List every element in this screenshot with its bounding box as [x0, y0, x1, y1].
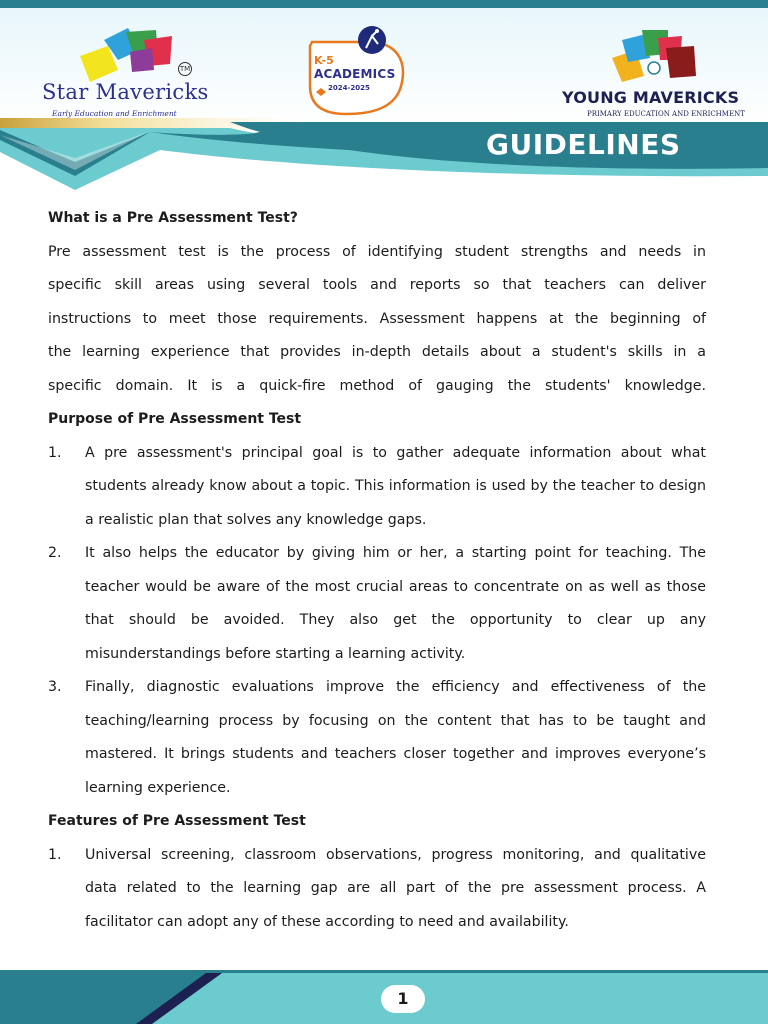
- star-mavericks-tagline: Early Education and Enrichment: [52, 109, 177, 118]
- list-item: [48, 839, 706, 940]
- k5-grade-label: K-5: [314, 54, 334, 67]
- colorful-petals-icon: [70, 26, 200, 86]
- list-item: [48, 671, 706, 805]
- young-mavericks-name: YOUNG MAVERICKS: [562, 88, 740, 107]
- purpose-list: [48, 437, 706, 806]
- top-strip: [0, 0, 768, 8]
- section-heading-what-is: What is a Pre Assessment Test?: [48, 210, 298, 226]
- star-mavericks-logo: [36, 26, 209, 122]
- list-item-text: Finally, diagnostic evaluations improve the efficiency and effectiveness of the teaching/learning process by focusing on the content that has to be taught and mastered. It brings students and teachers closer together and improves everyone’s learning experience.: [85, 679, 706, 796]
- star-mavericks-name: Star Mavericks: [42, 80, 209, 104]
- paragraph-line: instructions to meet those requirements. Assessment happens at the beginning of: [48, 310, 706, 327]
- features-list: [48, 839, 706, 940]
- academics-label: ACADEMICS: [314, 67, 396, 81]
- trademark-mark: TM: [178, 62, 192, 76]
- young-mavericks-logo: [560, 28, 760, 122]
- academic-year-label: 2024-2025: [328, 84, 370, 92]
- list-item-number: 1.: [48, 846, 62, 863]
- k5-academics-logo: [306, 26, 410, 118]
- list-item-text: A pre assessment's principal goal is to gather adequate information about what students already know about a topic. This information is used by the teacher to design a realistic plan that solves any knowledge gaps.: [85, 444, 706, 528]
- list-item-number: 2.: [48, 545, 62, 561]
- paragraph-line: specific domain. It is a quick-fire method of gauging the students' knowledge.: [48, 377, 706, 394]
- section-heading-purpose: Purpose of Pre Assessment Test: [48, 411, 302, 427]
- list-item-number: 1.: [48, 444, 62, 461]
- paragraph-line: the learning experience that provides in-depth details about a student's skills in a: [48, 344, 706, 360]
- colorful-petals-icon: [608, 28, 718, 88]
- paragraph-line: specific skill areas using several tools and reports so that teachers can deliver: [48, 277, 706, 293]
- list-item: [48, 537, 706, 671]
- young-mavericks-tagline: PRIMARY EDUCATION AND ENRICHMENT: [587, 110, 745, 118]
- list-item-number: 3.: [48, 679, 62, 695]
- document-body: [48, 202, 706, 939]
- list-item: [48, 437, 706, 538]
- list-item-text: It also helps the educator by giving him or her, a starting point for teaching. The teacher would be aware of the most crucial areas to concentrate on as well as those that should be avoided. They also get the opportunity to clear up any misunderstandings before starting a learning activity.: [85, 545, 706, 662]
- paragraph-line: Pre assessment test is the process of identifying student strengths and needs in: [48, 243, 706, 260]
- page-title: GUIDELINES: [486, 128, 681, 161]
- list-item-text: Universal screening, classroom observations, progress monitoring, and qualitative data related to the learning gap are all part of the pre assessment process. A facilitator can adopt any of these according to need and availability.: [85, 846, 706, 930]
- page-number: 1: [381, 985, 425, 1013]
- section-heading-features: Features of Pre Assessment Test: [48, 813, 306, 829]
